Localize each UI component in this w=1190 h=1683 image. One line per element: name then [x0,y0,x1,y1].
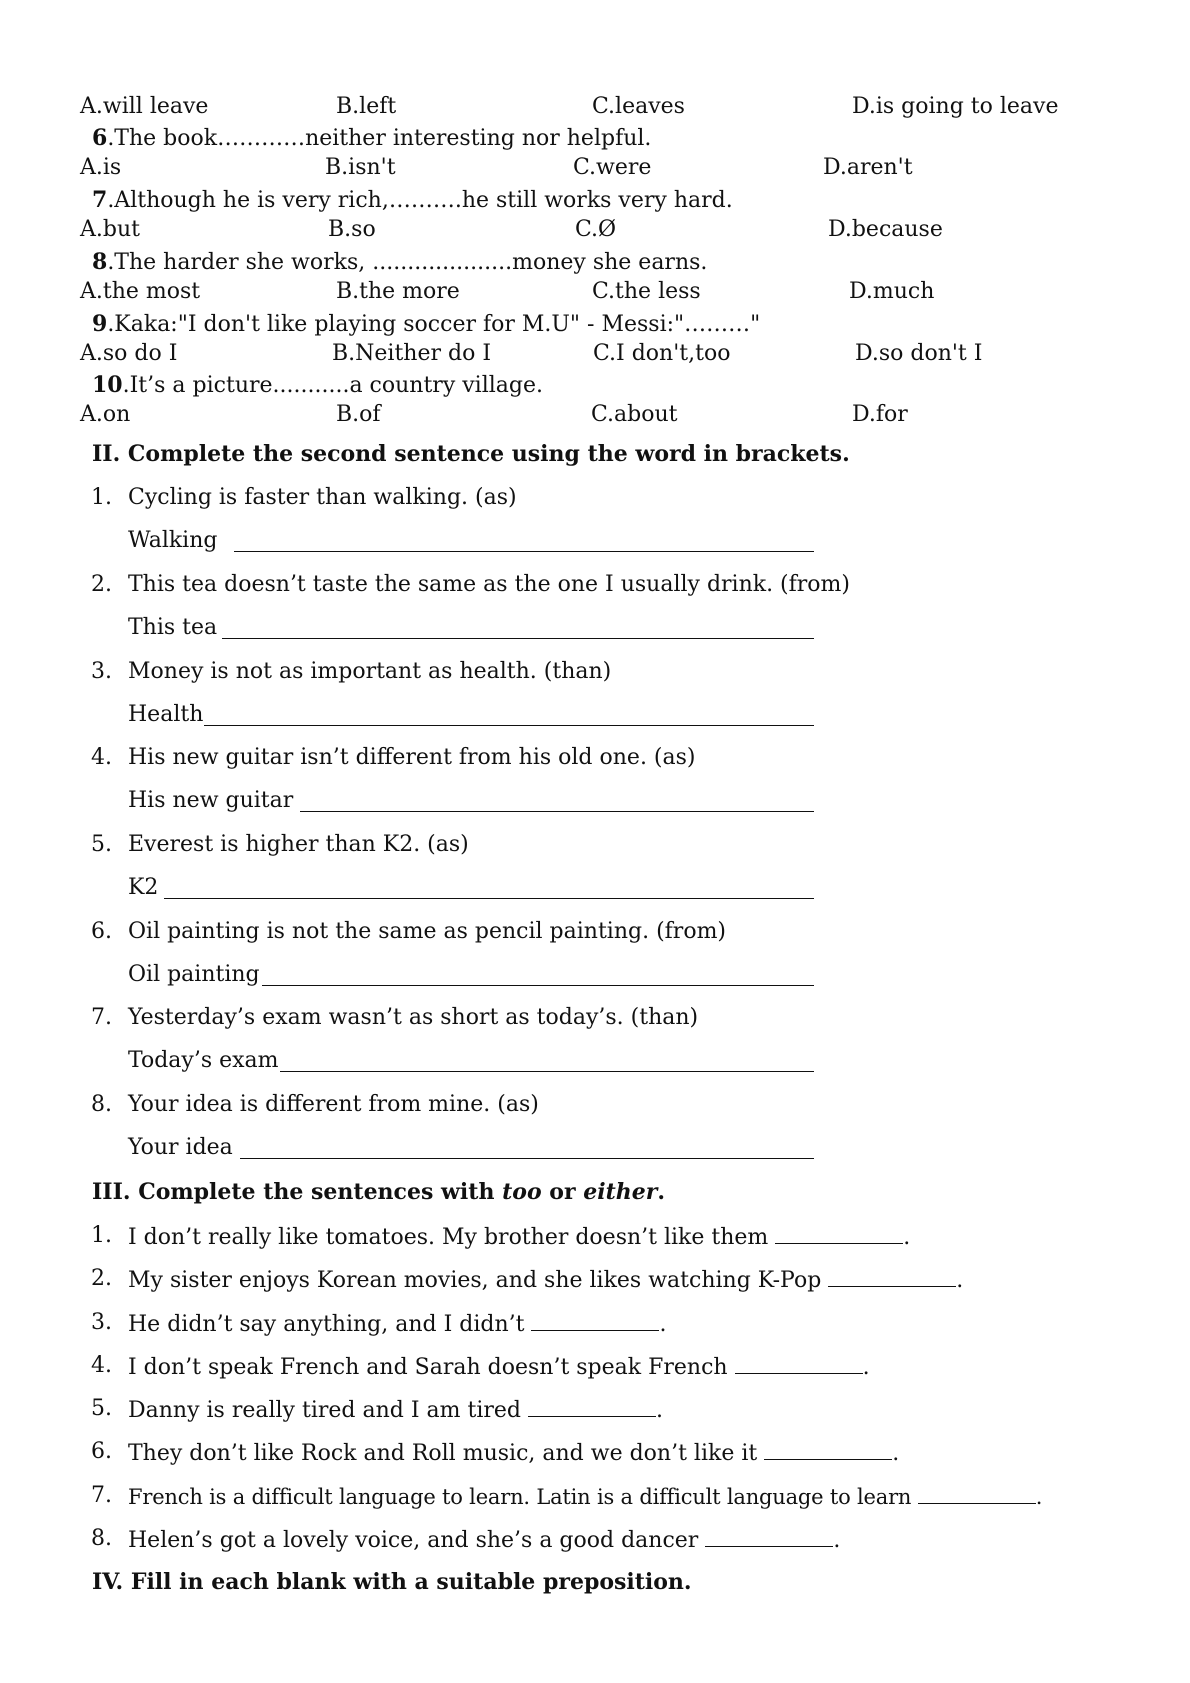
end-period: . [956,1268,964,1293]
item-text: I don’t speak French and Sarah doesn’t speak French [128,1355,728,1380]
option-c: C.the less [592,279,701,304]
too-either-item [128,1264,963,1296]
answer-blank[interactable] [918,1481,1036,1504]
item-starter: This tea [128,615,218,640]
answer-blank[interactable] [234,551,814,552]
question-number: 6 [92,125,108,151]
option-c: C.Ø [575,217,617,242]
answer-blank[interactable] [528,1394,656,1417]
item-number: 2. [91,572,112,597]
item-sentence: Yesterday’s exam wasn’t as short as today’s. (than) [128,1005,699,1030]
answer-blank[interactable] [204,725,814,726]
item-starter: K2 [128,875,159,900]
item-starter: His new guitar [128,788,294,813]
item-sentence: Oil painting is not the same as pencil painting. (from) [128,919,727,944]
answer-blank[interactable] [280,1071,814,1072]
item-text: He didn’t say anything, and I didn’t [128,1312,525,1337]
item-starter: Walking [128,528,218,553]
option-a: A.but [80,217,140,242]
question-text: .The book…………neither interesting nor helpful. [107,126,652,151]
item-starter: Health [128,702,204,727]
item-number: 3. [91,1310,112,1335]
end-period: . [659,1312,667,1337]
too-either-item [128,1437,899,1469]
question-10 [92,370,543,401]
q7-options [80,215,1120,245]
answer-blank[interactable] [531,1308,659,1331]
question-text: .Although he is very rich,……….he still works very hard. [107,188,733,213]
question-9 [92,309,760,340]
item-sentence: His new guitar isn’t different from his old one. (as) [128,745,696,770]
question-number: 9 [92,311,108,337]
end-period: . [833,1528,841,1553]
option-a: A.so do I [80,341,178,366]
option-b: B.so [328,217,376,242]
answer-blank[interactable] [775,1221,903,1244]
item-text: My sister enjoys Korean movies, and she likes watching K-Pop [128,1268,822,1293]
answer-blank[interactable] [222,638,814,639]
question-7 [92,185,733,216]
item-text: I don’t really like tomatoes. My brother doesn’t like them [128,1225,769,1250]
item-number: 4. [91,1353,112,1378]
option-a: A.is [80,155,122,180]
item-number: 5. [91,1396,112,1421]
option-b: B.Neither do I [332,341,492,366]
option-b: B.the more [336,279,460,304]
option-a: A.the most [80,279,201,304]
option-a: A.on [80,402,131,427]
q5-option-b: B.left [336,94,397,119]
answer-blank[interactable] [764,1437,892,1460]
q5-options [80,92,1120,122]
option-d: D.aren't [823,155,913,180]
item-sentence: Money is not as important as health. (than) [128,659,612,684]
item-number: 3. [91,659,112,684]
too-either-item [128,1481,1042,1512]
question-number: 7 [92,187,108,213]
question-text: .It’s a picture...........a country village. [122,373,543,398]
end-period: . [1035,1485,1043,1509]
question-number: 8 [92,249,108,275]
answer-blank[interactable] [828,1264,956,1287]
too-either-item [128,1221,910,1253]
item-text: They don’t like Rock and Roll music, and we don’t like it [128,1441,758,1466]
item-number: 1. [91,1223,112,1248]
item-sentence: Cycling is faster than walking. (as) [128,485,517,510]
keyword-either: either [583,1179,658,1205]
answer-blank[interactable] [240,1158,814,1159]
item-number: 7. [91,1483,112,1508]
heading-text: or [541,1179,584,1205]
item-starter: Oil painting [128,962,260,987]
item-number: 8. [91,1526,112,1551]
answer-blank[interactable] [262,985,814,986]
q8-options [80,277,1120,307]
too-either-item [128,1308,666,1340]
q6-options [80,153,1120,183]
answer-blank[interactable] [300,811,814,812]
item-number: 1. [91,485,112,510]
item-number: 8. [91,1092,112,1117]
item-text: Helen’s got a lovely voice, and she’s a good dancer [128,1528,699,1553]
end-period: . [892,1441,900,1466]
end-period: . [655,1398,663,1423]
q5-option-c: C.leaves [592,94,685,119]
item-text: Danny is really tired and I am tired [128,1398,521,1423]
too-either-item [128,1524,840,1556]
item-number: 7. [91,1005,112,1030]
question-number: 10 [92,372,123,398]
section-4-heading: IV. Fill in each blank with a suitable preposition. [92,1569,692,1595]
item-sentence: Everest is higher than K2. (as) [128,832,469,857]
item-text: French is a difficult language to learn. Latin is a difficult language to learn [128,1485,912,1509]
answer-blank[interactable] [164,898,814,899]
q5-option-a: A.will leave [80,94,209,119]
item-number: 6. [91,1439,112,1464]
end-period: . [903,1225,911,1250]
section-2-heading: II. Complete the second sentence using the word in brackets. [92,441,850,467]
section-3-heading [92,1177,665,1207]
option-b: B.isn't [325,155,396,180]
item-sentence: This tea doesn’t taste the same as the one I usually drink. (from) [128,572,850,597]
item-starter: Today’s exam [128,1048,279,1073]
option-c: C.I don't,too [593,341,731,366]
item-starter: Your idea [128,1135,233,1160]
option-d: D.because [828,217,943,242]
option-d: D.much [849,279,935,304]
too-either-item [128,1351,870,1383]
item-sentence: Your idea is different from mine. (as) [128,1092,539,1117]
question-text: .Kaka:"I don't like playing soccer for M.U" - Messi:"………" [107,312,761,337]
q9-options [80,339,1120,369]
item-number: 4. [91,745,112,770]
item-number: 5. [91,832,112,857]
option-d: D.for [852,402,908,427]
item-number: 2. [91,1266,112,1291]
heading-text: . [657,1179,665,1205]
too-either-item [128,1394,663,1426]
answer-blank[interactable] [705,1524,833,1547]
end-period: . [862,1355,870,1380]
option-b: B.of [336,402,381,427]
answer-blank[interactable] [735,1351,863,1374]
question-text: .The harder she works, ....................money she earns. [107,250,708,275]
question-6 [92,123,651,154]
q5-option-d: D.is going to leave [852,94,1059,119]
heading-text: III. Complete the sentences with [92,1179,503,1205]
keyword-too: too [502,1179,542,1205]
option-c: C.were [573,155,652,180]
question-8 [92,247,707,278]
item-number: 6. [91,919,112,944]
option-d: D.so don't I [855,341,983,366]
option-c: C.about [591,402,678,427]
q10-options [80,400,1120,430]
